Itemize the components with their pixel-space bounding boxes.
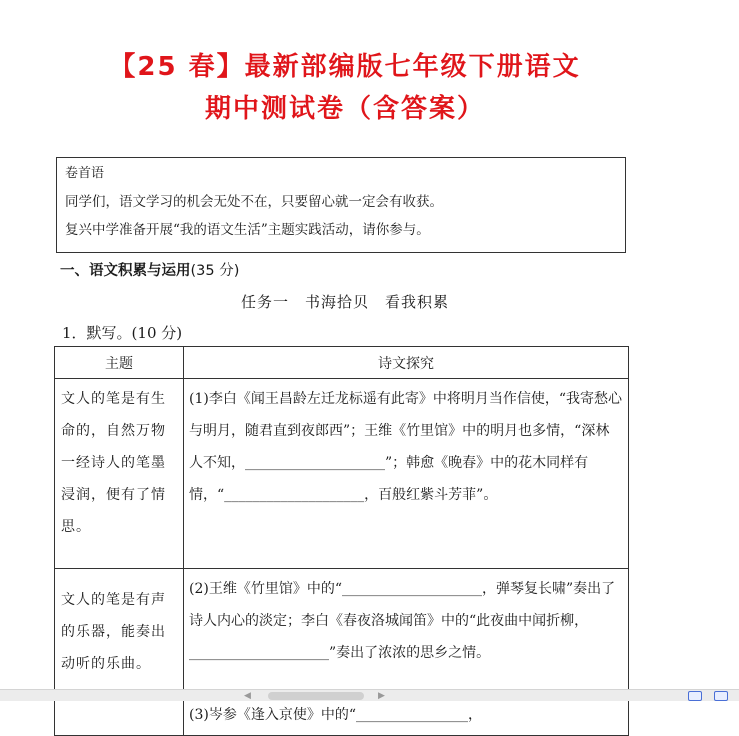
dictation-table xyxy=(54,346,629,736)
table-header-row xyxy=(55,347,629,379)
header-poetry: 诗文探究 xyxy=(184,347,629,379)
table-row xyxy=(55,569,629,695)
row-content: (3)岑参《逢入京使》中的“________________， xyxy=(184,695,629,736)
document-title-line-1: 【25 春】最新部编版七年级下册语文 xyxy=(109,52,581,82)
row-theme: 文人的笔是有声的乐器，能奏出动听的乐曲。 xyxy=(55,569,184,695)
preface-line-2: 复兴中学准备开展“我的语文生活”主题实践活动，请你参与。 xyxy=(65,222,430,238)
scrollbar-thumb[interactable] xyxy=(268,692,364,700)
document-title-line-2: 期中测试卷（含答案） xyxy=(204,94,485,124)
task-title: 任务一 书海拾贝 看我积累 xyxy=(240,293,449,311)
question-1: 1．默写。(10 分) xyxy=(62,324,183,342)
preface-heading: 卷首语 xyxy=(65,166,105,181)
row-theme: 文人的笔是有生命的，自然万物一经诗人的笔墨浸润，便有了情思。 xyxy=(55,379,184,569)
section-label: 一、语文积累与运用 xyxy=(60,263,191,279)
preface-line-1: 同学们，语文学习的机会无处不在，只要留心就一定会有收获。 xyxy=(65,194,443,210)
row-content: (1)李白《闻王昌龄左迁龙标遥有此寄》中将明月当作信使，“我寄愁心与明月，随君直到夜郎西”；王维《竹里馆》中的明月也多情，“深林人不知，____________________”；韩愈《晚春》中的花木同样有情，“____________________，百般红紫斗芳菲”。 xyxy=(184,379,629,569)
scroll-right-icon[interactable]: ▶ xyxy=(378,691,385,701)
fit-page-icon[interactable] xyxy=(714,691,728,701)
scroll-left-icon[interactable]: ◀ xyxy=(244,691,251,701)
section-heading xyxy=(60,259,239,280)
preface-box xyxy=(56,157,626,253)
section-score: (35 分) xyxy=(190,263,240,279)
table-row xyxy=(55,379,629,569)
page-view-icon[interactable] xyxy=(688,691,702,701)
header-theme: 主题 xyxy=(55,347,184,379)
row-content: (2)王维《竹里馆》中的“____________________，弹琴复长啸”奏出了诗人内心的淡定；李白《春夜洛城闻笛》中的“此夜曲中闻折柳，____________________”奏出了浓浓的思乡之情。 xyxy=(184,569,629,695)
horizontal-scrollbar[interactable] xyxy=(0,689,739,701)
